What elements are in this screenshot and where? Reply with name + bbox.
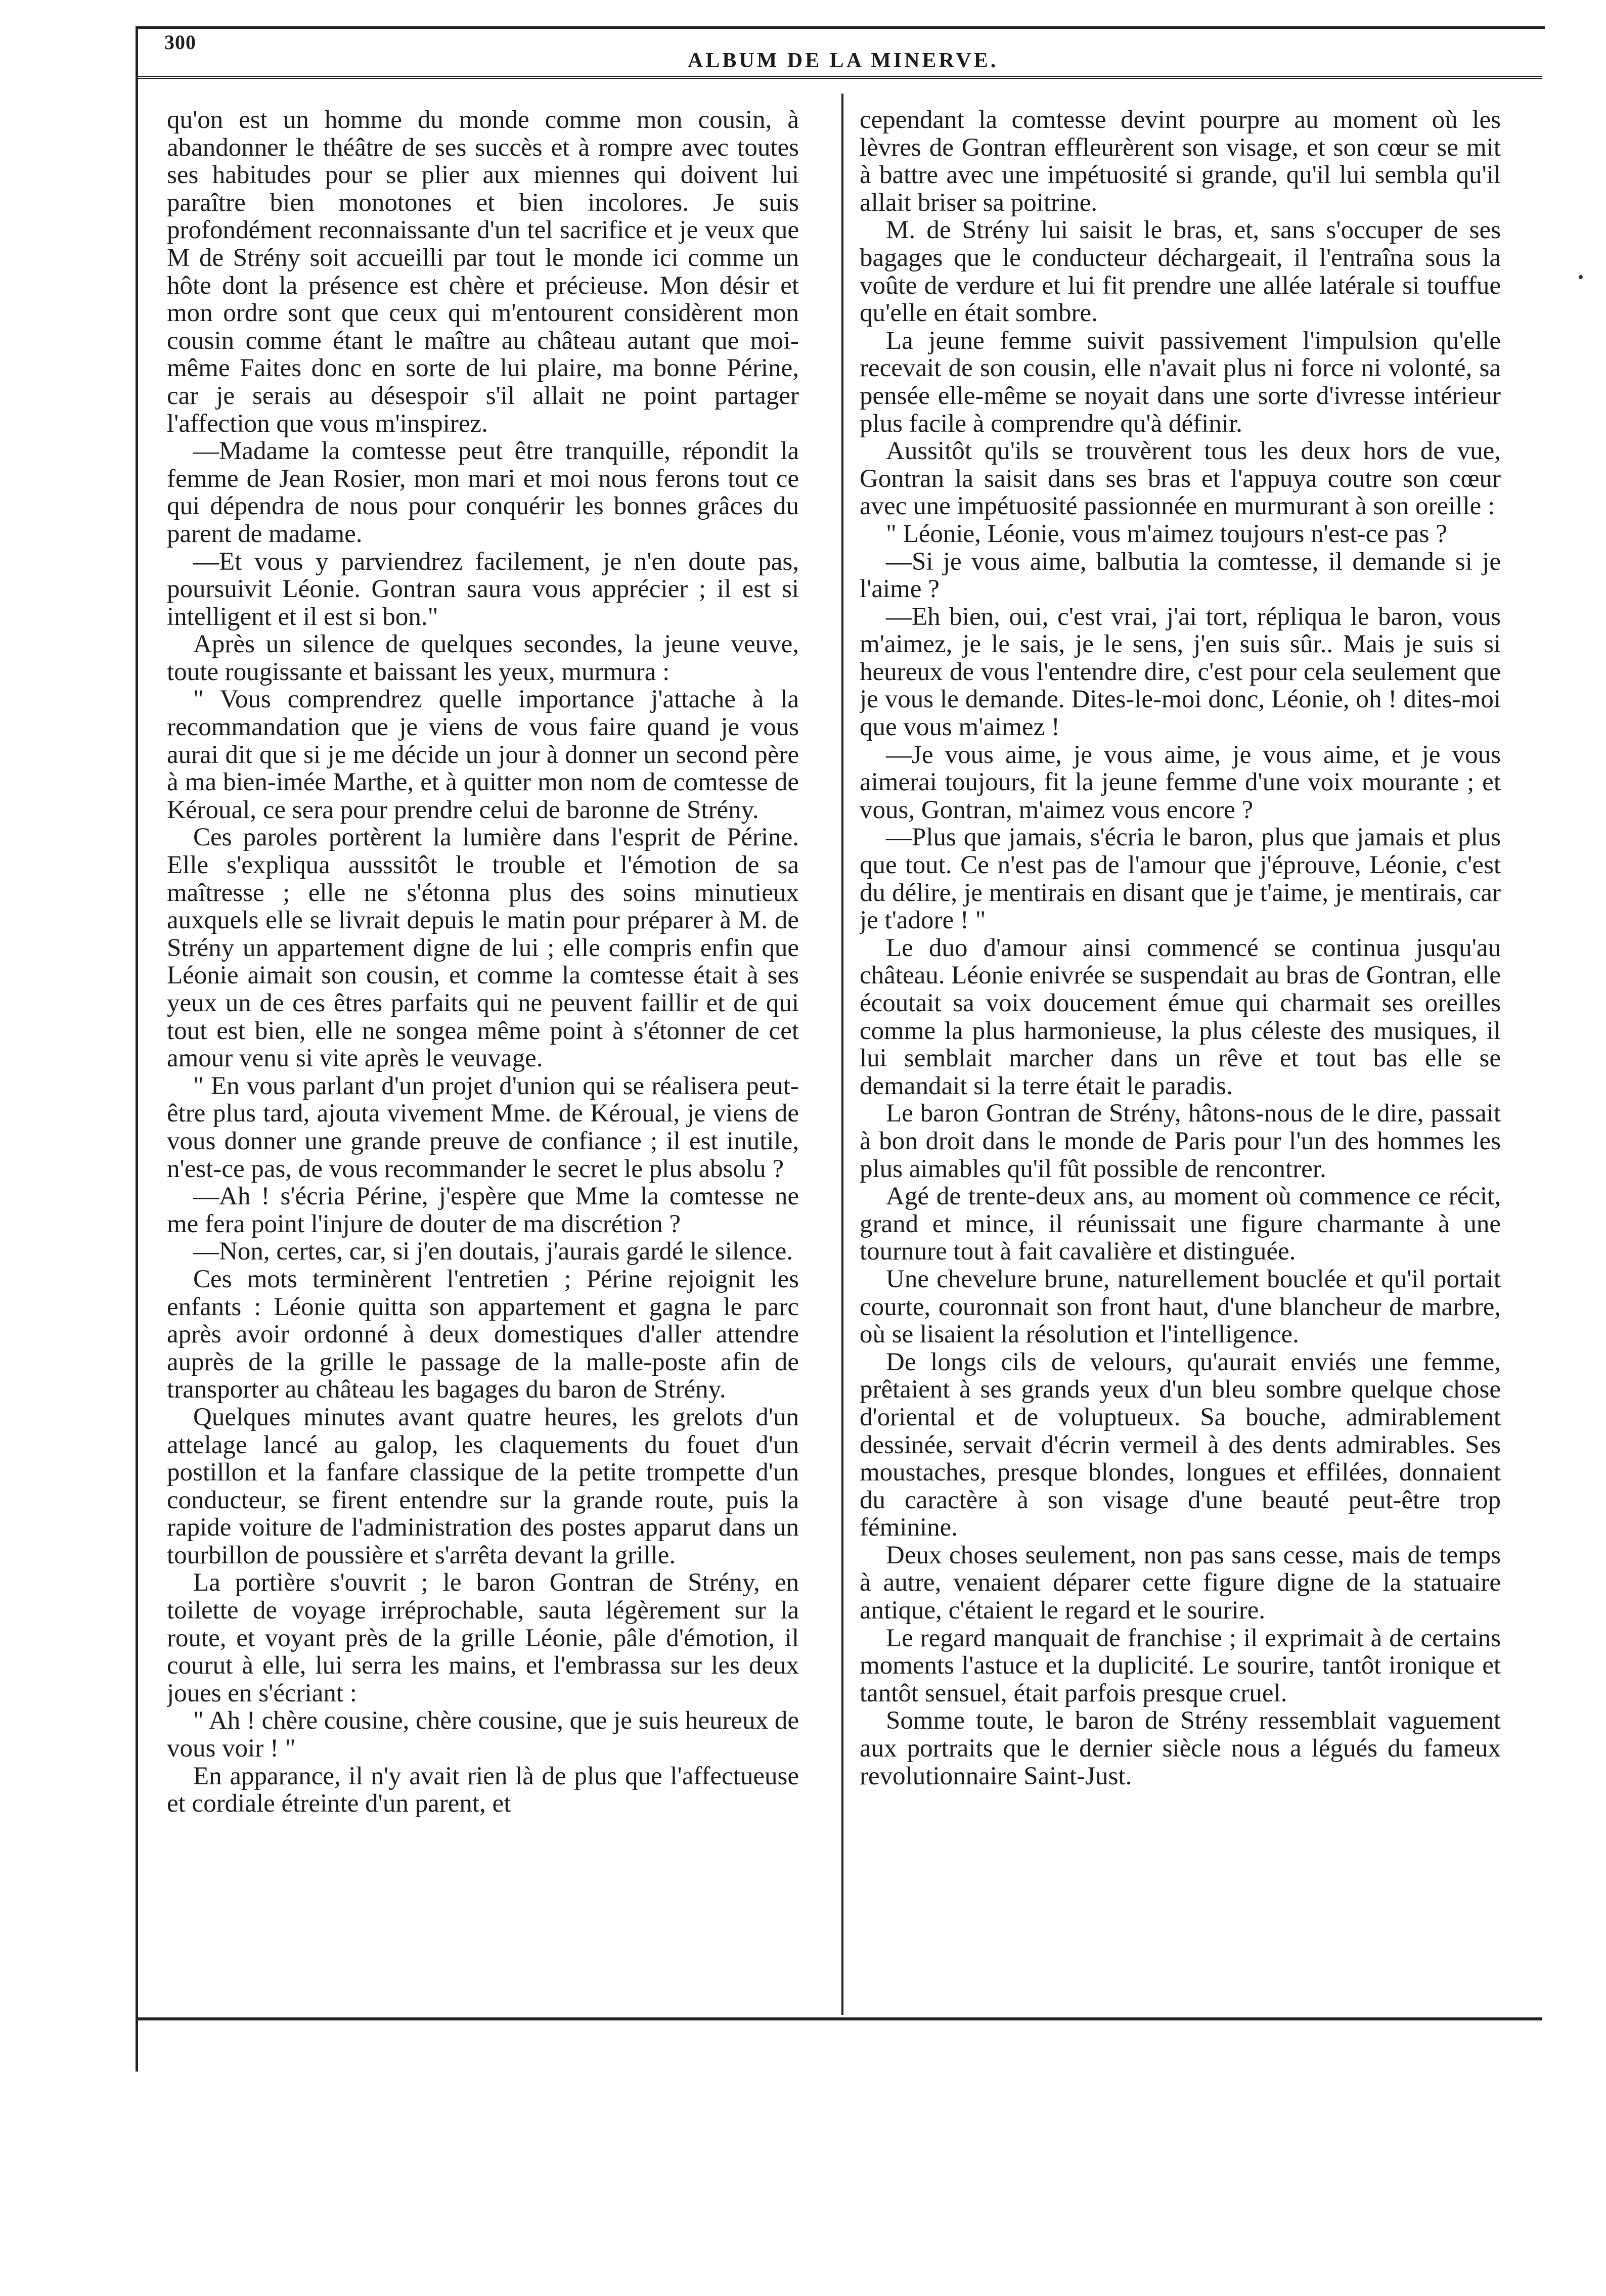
paragraph: M. de Strény lui saisit le bras, et, sans s'occuper de ses bagages que le conducteur déchargeait, il l'entraîna sous la voûte de verdure et lui fit prendre une allée latérale si touffue qu'elle en était sombre. xyxy=(860,216,1501,328)
page-number: 300 xyxy=(164,31,196,54)
paragraph: Une chevelure brune, naturellement bouclée et qu'il portait courte, couronnait son front haut, d'une blancheur de marbre, où se lisaient la résolution et l'intelligence. xyxy=(860,1265,1501,1349)
paragraph: Le duo d'amour ainsi commencé se continua jusqu'au château. Léonie enivrée se suspendait au bras de Gontran, elle écoutait sa voix doucement émue qui charmait ses oreilles comme la plus harmonieuse, la plus céleste des musiques, il lui semblait marcher dans un rêve et tout bas elle se demandait si la terre était le paradis. xyxy=(860,933,1501,1100)
paragraph: —Ah ! s'écria Périne, j'espère que Mme la comtesse ne me fera point l'injure de douter de ma discrétion ? xyxy=(167,1182,799,1238)
paragraph: Après un silence de quelques secondes, la jeune veuve, toute rougissante et baissant les yeux, murmura : xyxy=(167,630,799,686)
paragraph: Le regard manquait de franchise ; il exprimait à de certains moments l'astuce et la duplicité. Le sourire, tantôt ironique et tantôt sensuel, était parfois presque cruel. xyxy=(860,1624,1501,1707)
paragraph: " Vous comprendrez quelle importance j'attache à la recommandation que je viens de vous faire quand je vous aurai dit que si je me décide un jour à donner un second père à ma bien-imée Marthe, et à quitter mon nom de comtesse de Kéroual, ce sera pour prendre celui de baronne de Strény. xyxy=(167,685,799,824)
paragraph: Deux choses seulement, non pas sans cesse, mais de temps à autre, venaient déparer cette figure digne de la statuaire antique, c'étaient le regard et le sourire. xyxy=(860,1541,1501,1625)
paragraph: Agé de trente-deux ans, au moment où commence ce récit, grand et mince, il réunissait une figure charmante à une tournure tout à fait cavalière et distinguée. xyxy=(860,1182,1501,1266)
paragraph: cependant la comtesse devint pourpre au moment où les lèvres de Gontran effleurèrent son visage, et son cœur se mit à battre avec une impétuosité si grande, qu'il lui sembla qu'il allait briser sa poitrine. xyxy=(860,106,1501,217)
paragraph: " Léonie, Léonie, vous m'aimez toujours n'est-ce pas ? xyxy=(886,519,1447,548)
running-head: ALBUM DE LA MINERVE. xyxy=(688,49,999,72)
paragraph: Quelques minutes avant quatre heures, les grelots d'un attelage lancé au galop, les claquements du fouet d'un postillon et la fanfare classique de la petite trompette d'un conducteur, se firent entendre sur la grande route, puis la rapide voiture de l'administration des postes apparut dans un tourbillon de poussière et s'arrêta devant la grille. xyxy=(167,1403,799,1569)
paragraph: Aussitôt qu'ils se trouvèrent tous les deux hors de vue, Gontran la saisit dans ses bras et l'appuya coutre son cœur avec une impétuosité passionnée en murmurant à son oreille : xyxy=(860,437,1501,521)
paragraph: " En vous parlant d'un projet d'union qui se réalisera peut-être plus tard, ajouta vivement Mme. de Kéroual, je viens de vous donner une grande preuve de confiance ; il est inutile, n'est-ce pas, de vous recommander le secret le plus absolu ? xyxy=(167,1071,799,1183)
paragraph: —Madame la comtesse peut être tranquille, répondit la femme de Jean Rosier, mon mari et moi nous ferons tout ce qui dépendra de nous pour conquérir les bonnes grâces du parent de madame. xyxy=(167,437,799,548)
column-divider xyxy=(841,94,843,2015)
right-column xyxy=(860,106,1501,2007)
paragraph: " Ah ! chère cousine, chère cousine, que je suis heureux de vous voir ! " xyxy=(167,1706,799,1763)
left-column xyxy=(167,106,799,2007)
paragraph: Ces paroles portèrent la lumière dans l'esprit de Périne. Elle s'expliqua ausssitôt le trouble et l'émotion de sa maîtresse ; elle ne s'étonna plus des soins minutieux auxquels elle se livrait depuis le matin pour préparer à M. de Strény un appartement digne de lui ; elle compris enfin que Léonie aimait son cousin, et comme la comtesse était à ses yeux un de ces êtres parfaits qui ne peuvent faillir et de qui tout est bien, elle ne songea même point à s'étonner de cet amour venu si vite après le veuvage. xyxy=(167,823,799,1073)
paragraph: En apparance, il n'y avait rien là de plus que l'affectueuse et cordiale étreinte d'un parent, et xyxy=(167,1762,799,1818)
paragraph: —Plus que jamais, s'écria le baron, plus que jamais et plus que tout. Ce n'est pas de l'amour que j'éprouve, Léonie, c'est du délire, je mentirais en disant que je t'aime, je mentirais, car je t'adore ! " xyxy=(860,823,1501,935)
paragraph: —Non, certes, car, si j'en doutais, j'aurais gardé le silence. xyxy=(193,1237,793,1266)
paragraph: De longs cils de velours, qu'aurait enviés une femme, prêtaient à ses grands yeux d'un bleu sombre quelque chose d'oriental et de voluptueux. Sa bouche, admirablement dessinée, servait d'écrin vermeil à des dents admirables. Ses moustaches, presque blondes, longues et effilées, donnaient du caractère à son visage d'une beauté peut-être trop féminine. xyxy=(860,1347,1501,1542)
paragraph: Le baron Gontran de Strény, hâtons-nous de le dire, passait à bon droit dans le monde de Paris pour l'un des hommes les plus aimables qu'il fût possible de rencontrer. xyxy=(860,1099,1501,1183)
paragraph: —Si je vous aime, balbutia la comtesse, il demande si je l'aime ? xyxy=(860,547,1501,604)
paragraph: Somme toute, le baron de Strény ressemblait vaguement aux portraits que le dernier siècle nous a légués du fameux revolutionnaire Saint-Just. xyxy=(860,1706,1501,1790)
margin-mark: • xyxy=(1578,268,1584,287)
paragraph: —Et vous y parviendrez facilement, je n'en doute pas, poursuivit Léonie. Gontran saura vous apprécier ; il est si intelligent et il est si bon." xyxy=(167,547,799,631)
paragraph: Ces mots terminèrent l'entretien ; Périne rejoignit les enfants : Léonie quitta son appartement et gagna le parc après avoir ordonné à deux domestiques d'aller attendre auprès de la grille le passage de la malle-poste afin de transporter au château les bagages du baron de Strény. xyxy=(167,1265,799,1404)
paragraph: La jeune femme suivit passivement l'impulsion qu'elle recevait de son cousin, elle n'avait plus ni force ni volonté, sa pensée elle-même se noyait dans une sorte d'ivresse intérieur plus facile à comprendre qu'à définir. xyxy=(860,326,1501,438)
paragraph: —Je vous aime, je vous aime, je vous aime, et je vous aimerai toujours, fit la jeune femme d'une voix mourante ; et vous, Gontran, m'aimez vous encore ? xyxy=(860,740,1501,824)
header-rule xyxy=(136,76,1542,79)
footer-rule xyxy=(136,2017,1542,2020)
paragraph: —Eh bien, oui, c'est vrai, j'ai tort, répliqua le baron, vous m'aimez, je le sais, je le sens, j'en suis sûr.. Mais je suis si heureux de vous l'entendre dire, c'est pour cela seulement que je vous le demande. Dites-le-moi donc, Léonie, oh ! dites-moi que vous m'aimez ! xyxy=(860,602,1501,742)
paragraph: La portière s'ouvrit ; le baron Gontran de Strény, en toilette de voyage irréprochable, sauta légèrement sur la route, et voyant près de la grille Léonie, pâle d'émotion, il courut à elle, lui serra les mains, et l'embrassa sur les deux joues en s'écriant : xyxy=(167,1568,799,1707)
paragraph: qu'on est un homme du monde comme mon cousin, à abandonner le théâtre de ses succès et à rompre avec toutes ses habitudes pour se plier aux miennes qui doivent lui paraître bien monotones et bien incolores. Je suis profondément reconnaissante d'un tel sacrifice et je veux que M de Strény soit accueilli par tout le monde ici comme un hôte dont la présence est chère et précieuse. Mon désir et mon ordre sont que ceux qui m'entourent considèrent mon cousin comme étant le maître au château autant que moi-même Faites donc en sorte de lui plaire, ma bonne Périne, car je serais au désespoir s'il allait ne point partager l'affection que vous m'inspirez. xyxy=(167,106,799,438)
